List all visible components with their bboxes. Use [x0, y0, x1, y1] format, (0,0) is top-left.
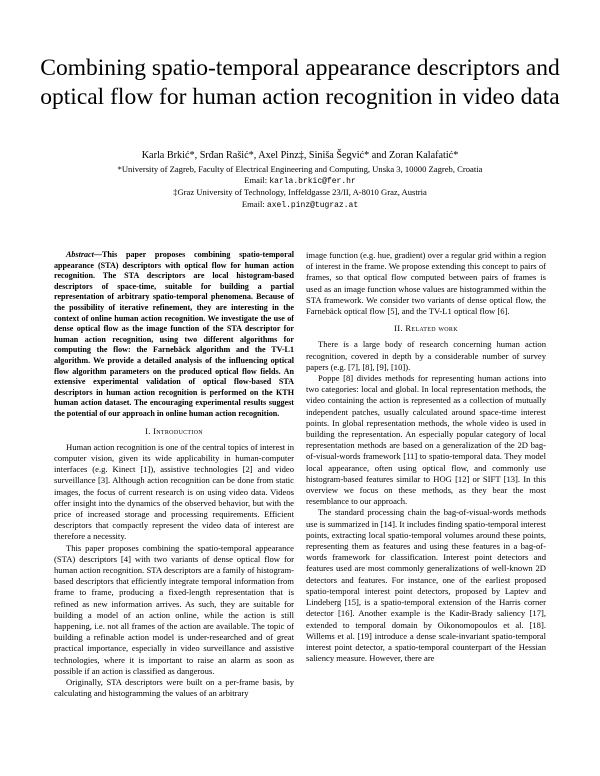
section-title: Introduction [153, 425, 203, 436]
section-title: Related work [405, 323, 458, 334]
related-paragraph-2: Poppe [8] divides methods for representing human actions into two categories: local and global. In local representation methods, the video containing the action is represented as a collection of mutually independent patches, usually calculated around space-time interest points. In global representation methods, the whole video is used in building the representation. An especially popular category of local representation methods are based on a generalization of the 2D bag-of-visual-words framework [11] to spatio-temporal data. They model local appearance, often using optical flow, and commonly use histogram-based features similar to HOG [12] or SIFT [13]. In this overview we focus on these methods, as they bear the most resemblance to our approach. [306, 373, 546, 507]
email-line-2 [40, 199, 560, 211]
related-paragraph-3: The standard processing chain the bag-of-visual-words methods use is summarized in [14]. It includes finding spatio-temporal interest points, extracting local spatio-temporal volumes around these points, representing them as features and using these features in a bag-of-words framework for classification. Interest point detectors and features used are most commonly generalizations of well-known 2D detectors and features. For instance, one of the earliest proposed spatio-temporal interest point detectors, proposed by Laptev and Lindeberg [15], is a spatio-temporal extension of the Harris corner detector [16]. Another example is the Kadir-Brady saliency [17], extended to temporal domain by Oikonomopoulos et al. [18]. Willems et al. [19] introduce a dense scale-invariant spatio-temporal interest point detector, a spatio-temporal counterpart of the Hessian saliency measure. However, there are [306, 507, 546, 664]
authors: Karla Brkić*, Srđan Rašić*, Axel Pinz‡, Siniša Šegvić* and Zoran Kalafatić* [141, 150, 459, 161]
intro-paragraph-1: Human action recognition is one of the central topics of interest in computer vision, given its wide applicability in human-computer interfaces (e.g. Kinect [1]), assistive technologies [2] and video surveillance [3]. Although action recognition can be done from static images, the focus of current research is on using video data. Videos offer insight into the dynamics of the observed behavior, but with the price of increased storage and processing requirements. Efficient descriptors that compactly represent the video data of interest are therefore a necessity. [54, 441, 294, 542]
email-axel: axel.pinz@tugraz.at [266, 200, 359, 210]
right-column [306, 250, 546, 664]
email-label: Email: [244, 174, 270, 185]
author-block [40, 149, 560, 211]
email-label: Email: [241, 198, 267, 209]
abstract-text: —This paper proposes combining spatio-temporal appearance (STA) descriptors with optical flow for human action recognition. The STA descriptors are local histogram-based descriptors of space-time, suitable for building a partial representation of arbitrary spatio-temporal phenomena. Because of the possibility of iterative refinement, they are interesting in the context of online human action recognition. We investigate the use of dense optical flow as the image function of the STA descriptor for human action recognition, using two different algorithms for computing the flow: the Farnebäck algorithm and the TV-L1 algorithm. We provide a detailed analysis of the influencing optical flow algorithm parameters on the produced optical flow fields. An extensive experimental validation of optical flow-based STA descriptors in human action recognition is performed on the KTH human action dataset. The encouraging experimental results suggest the potential of our approach in online human action recognition. [54, 250, 294, 418]
section-heading-related-work [306, 323, 546, 334]
intro-paragraph-2: This paper proposes combining the spatio-temporal appearance (STA) descriptors [4] with two variants of dense optical flow for human action recognition. STA descriptors are a family of histogram-based descriptors that efficiently integrate temporal information from frame to frame, producing a fixed-length representation that is refined as new information arrives. As such, they are suitable for building a model of an action online, while the action is still happening, i.e. not all frames of the action are available. The topic of building a refinable action model is under-researched and of great practical importance, especially in video surveillance and assistive technologies, where it is important to raise an alarm as soon as possible if an action is classified as dangerous. [54, 542, 294, 676]
email-karla: karla.brkic@fer.hr [269, 176, 356, 186]
email-line-1 [40, 175, 560, 187]
section-number: I. [145, 425, 154, 436]
affiliation-zagreb: *University of Zagreb, Faculty of Electrical Engineering and Computing, Unska 3, 10000 Zagreb, Croatia [117, 163, 483, 174]
related-paragraph-1: There is a large body of research concerning human action recognition, covered in depth by a considerable number of survey papers (e.g. [7], [8], [9], [10]). [306, 339, 546, 372]
paper-title: Combining spatio-temporal appearance descriptors and optical flow for human action recognition in video data [40, 55, 560, 110]
intro-paragraph-continued: image function (e.g. hue, gradient) over a regular grid within a region of interest in the frame. We propose extending this concept to pairs of frames, so that optical flow computed between pairs of frames is used as an image function whose values are histogrammed within the STA framework. We consider two variants of dense optical flow, the Farnebäck optical flow [5], and the TV-L1 optical flow [6]. [306, 250, 546, 317]
section-heading-introduction [54, 426, 294, 437]
intro-paragraph-3: Originally, STA descriptors were built on a per-frame basis, by calculating and histogramming the values of an arbitrary [54, 676, 294, 699]
section-number: II. [394, 323, 406, 334]
left-column [54, 250, 294, 699]
abstract [54, 250, 294, 420]
affiliation-graz: ‡Graz University of Technology, Inffeldgasse 23/II, A-8010 Graz, Austria [173, 187, 427, 198]
abstract-label: Abstract [66, 250, 94, 259]
